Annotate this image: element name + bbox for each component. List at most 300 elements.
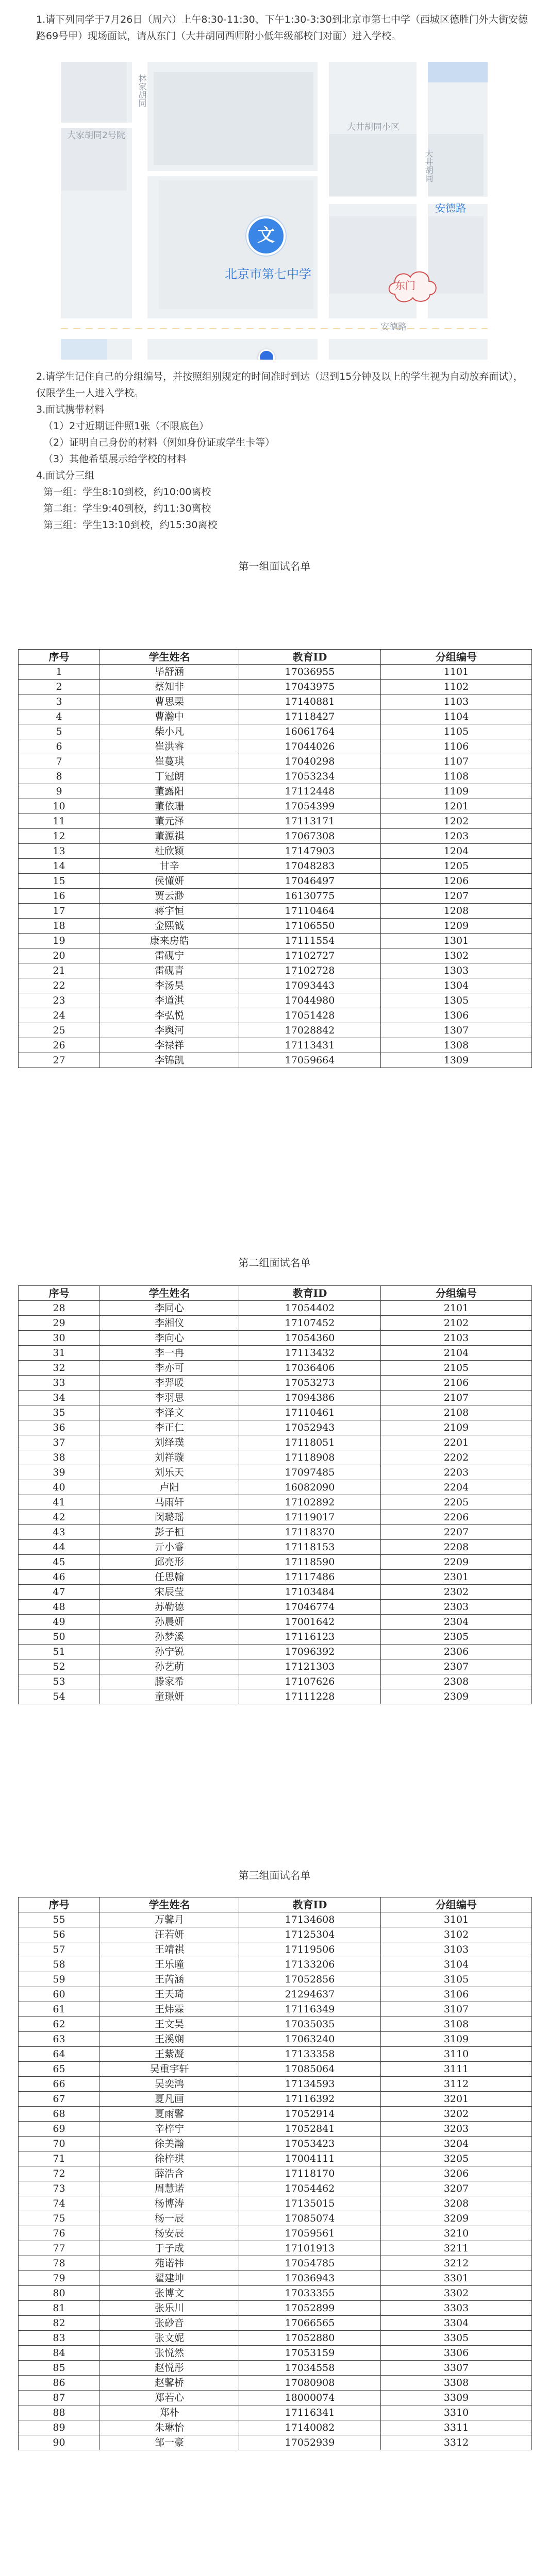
table-row (19, 1465, 532, 1480)
cell-index: 27 (19, 1053, 100, 1068)
table-row (19, 2062, 532, 2077)
cell-index: 37 (19, 1435, 100, 1450)
cell-index: 64 (19, 2047, 100, 2062)
cell-index: 68 (19, 2107, 100, 2122)
cell-student-name: 夏凡画 (100, 2092, 239, 2107)
cell-group-code: 3305 (381, 2331, 532, 2346)
cell-group-code: 1207 (381, 889, 532, 904)
table-row (19, 2196, 532, 2211)
cell-edu-id: 17097485 (239, 1465, 381, 1480)
table-row (19, 2017, 532, 2032)
cell-student-name: 汪若妍 (100, 1927, 239, 1942)
cell-index: 86 (19, 2376, 100, 2391)
cell-edu-id: 17059561 (239, 2226, 381, 2241)
table-row (19, 1331, 532, 1346)
table-row (19, 1585, 532, 1600)
cell-student-name: 孙梦溪 (100, 1630, 239, 1645)
cell-index: 75 (19, 2211, 100, 2226)
cell-index: 17 (19, 904, 100, 919)
cell-edu-id: 17113171 (239, 814, 381, 829)
cell-index: 13 (19, 844, 100, 859)
cell-edu-id: 17111554 (239, 934, 381, 948)
table-row (19, 2420, 532, 2435)
cell-edu-id: 17028842 (239, 1023, 381, 1038)
cell-index: 70 (19, 2137, 100, 2151)
cell-student-name: 曹瀚中 (100, 709, 239, 724)
cell-student-name: 李一冉 (100, 1346, 239, 1361)
cell-group-code: 1302 (381, 948, 532, 963)
table-row (19, 1361, 532, 1376)
table-row (19, 2151, 532, 2166)
cell-group-code: 2103 (381, 1331, 532, 1346)
cell-group-code: 3102 (381, 1927, 532, 1942)
table-row (19, 1495, 532, 1510)
table-row (19, 1927, 532, 1942)
cell-group-code: 3309 (381, 2391, 532, 2405)
cell-student-name: 董露阳 (100, 784, 239, 799)
cell-student-name: 张乐川 (100, 2301, 239, 2316)
table-row (19, 2435, 532, 2450)
cell-group-code: 1208 (381, 904, 532, 919)
table-row (19, 665, 532, 680)
cell-edu-id: 17052914 (239, 2107, 381, 2122)
cell-group-code: 1305 (381, 993, 532, 1008)
cell-index: 56 (19, 1927, 100, 1942)
cell-group-code: 1103 (381, 694, 532, 709)
cell-group-code: 3109 (381, 2032, 532, 2047)
group-time-2: 第二组：学生9:40到校，约11:30离校 (43, 503, 211, 514)
table-row (19, 2241, 532, 2256)
cell-index: 25 (19, 1023, 100, 1038)
group-time-3: 第三组：学生13:10到校，约15:30离校 (43, 519, 218, 531)
header-name: 学生姓名 (100, 650, 239, 665)
cell-group-code: 3202 (381, 2107, 532, 2122)
cell-edu-id: 17118170 (239, 2166, 381, 2181)
cell-student-name: 宋辰莹 (100, 1585, 239, 1600)
cell-edu-id: 17140881 (239, 694, 381, 709)
cell-group-code: 2101 (381, 1301, 532, 1316)
table-row (19, 1972, 532, 1987)
cell-edu-id: 17085074 (239, 2211, 381, 2226)
cell-group-code: 3212 (381, 2256, 532, 2271)
cell-group-code: 2104 (381, 1346, 532, 1361)
cell-group-code: 3301 (381, 2271, 532, 2286)
cell-group-code: 2102 (381, 1316, 532, 1331)
cell-group-code: 3105 (381, 1972, 532, 1987)
cell-group-code: 2202 (381, 1450, 532, 1465)
cell-index: 76 (19, 2226, 100, 2241)
cell-student-name: 李正仁 (100, 1420, 239, 1435)
cell-index: 23 (19, 993, 100, 1008)
cell-edu-id: 17119017 (239, 1510, 381, 1525)
cell-index: 24 (19, 1008, 100, 1023)
cell-student-name: 康来房皓 (100, 934, 239, 948)
table-row (19, 724, 532, 739)
cell-index: 80 (19, 2286, 100, 2301)
table-row (19, 1008, 532, 1023)
cell-student-name: 王芮涵 (100, 1972, 239, 1987)
table-row (19, 1405, 532, 1420)
cell-edu-id: 17035035 (239, 2017, 381, 2032)
table-row (19, 2137, 532, 2151)
table-row (19, 1391, 532, 1405)
cell-edu-id: 17118153 (239, 1540, 381, 1555)
cell-group-code: 3106 (381, 1987, 532, 2002)
materials-item-2: （2）证明自己身份的材料（例如身份证或学生卡等） (43, 437, 275, 448)
cell-group-code: 3209 (381, 2211, 532, 2226)
cell-group-code: 2309 (381, 1689, 532, 1704)
cell-edu-id: 17102892 (239, 1495, 381, 1510)
cell-student-name: 李弘悦 (100, 1008, 239, 1023)
cell-index: 3 (19, 694, 100, 709)
cell-student-name: 朱琳怡 (100, 2420, 239, 2435)
cell-group-code: 2105 (381, 1361, 532, 1376)
cell-student-name: 刘乐天 (100, 1465, 239, 1480)
table-row (19, 1689, 532, 1704)
table-row (19, 709, 532, 724)
table-row (19, 739, 532, 754)
cell-edu-id: 17113431 (239, 1038, 381, 1053)
cell-student-name: 童璟妍 (100, 1689, 239, 1704)
cell-edu-id: 17052856 (239, 1972, 381, 1987)
cell-group-code: 1106 (381, 739, 532, 754)
location-map[interactable] (61, 62, 488, 360)
cell-edu-id: 17052841 (239, 2122, 381, 2137)
cell-edu-id: 17080908 (239, 2376, 381, 2391)
cell-student-name: 卢阳 (100, 1480, 239, 1495)
cell-group-code: 1205 (381, 859, 532, 874)
header-index: 序号 (19, 1286, 100, 1301)
cell-index: 62 (19, 2017, 100, 2032)
cell-edu-id: 17063240 (239, 2032, 381, 2047)
cell-edu-id: 17052939 (239, 2435, 381, 2450)
cell-group-code: 1301 (381, 934, 532, 948)
table-row (19, 1987, 532, 2002)
table-row (19, 754, 532, 769)
cell-index: 42 (19, 1510, 100, 1525)
cell-index: 36 (19, 1420, 100, 1435)
cell-group-code: 1102 (381, 680, 532, 694)
table-row (19, 1912, 532, 1927)
cell-index: 50 (19, 1630, 100, 1645)
cell-index: 1 (19, 665, 100, 680)
header-index: 序号 (19, 1897, 100, 1912)
cell-edu-id: 16082090 (239, 1480, 381, 1495)
cell-student-name: 李汤昊 (100, 978, 239, 993)
table-row (19, 978, 532, 993)
table-row (19, 799, 532, 814)
table-row (19, 1450, 532, 1465)
map-label-road: 林家胡同 (137, 74, 147, 107)
cell-edu-id: 17036406 (239, 1361, 381, 1376)
cell-edu-id: 17036955 (239, 665, 381, 680)
cell-group-code: 3303 (381, 2301, 532, 2316)
cell-group-code: 3111 (381, 2062, 532, 2077)
cell-student-name: 夏雨馨 (100, 2107, 239, 2122)
table-row (19, 1038, 532, 1053)
cell-group-code: 1304 (381, 978, 532, 993)
cell-index: 82 (19, 2316, 100, 2331)
table-row (19, 2256, 532, 2271)
cell-group-code: 2201 (381, 1435, 532, 1450)
cell-student-name: 李禄祥 (100, 1038, 239, 1053)
header-edu-id: 教育ID (239, 1286, 381, 1301)
cell-student-name: 徐美瀚 (100, 2137, 239, 2151)
cell-student-name: 亓小睿 (100, 1540, 239, 1555)
table-row (19, 2181, 532, 2196)
cell-edu-id: 17112448 (239, 784, 381, 799)
cell-group-code: 1203 (381, 829, 532, 844)
cell-student-name: 甘辛 (100, 859, 239, 874)
table-row (19, 1957, 532, 1972)
cell-group-code: 2209 (381, 1555, 532, 1570)
cell-student-name: 侯懂妍 (100, 874, 239, 889)
east-gate-label: 东门 (395, 279, 415, 292)
school-pin-icon[interactable]: 文 (246, 216, 286, 256)
cell-index: 49 (19, 1615, 100, 1630)
cell-index: 28 (19, 1301, 100, 1316)
cell-edu-id: 17044026 (239, 739, 381, 754)
cell-edu-id: 17052880 (239, 2331, 381, 2346)
cell-edu-id: 17044980 (239, 993, 381, 1008)
cell-student-name: 王炜霖 (100, 2002, 239, 2017)
cell-group-code: 3107 (381, 2002, 532, 2017)
cell-group-code: 3211 (381, 2241, 532, 2256)
cell-student-name: 李舆河 (100, 1023, 239, 1038)
cell-student-name: 金熙钺 (100, 919, 239, 934)
table-row (19, 2092, 532, 2107)
cell-group-code: 2208 (381, 1540, 532, 1555)
cell-group-code: 3110 (381, 2047, 532, 2062)
table-row (19, 948, 532, 963)
cell-index: 34 (19, 1391, 100, 1405)
cell-edu-id: 17113432 (239, 1346, 381, 1361)
cell-student-name: 杨安辰 (100, 2226, 239, 2241)
cell-index: 51 (19, 1645, 100, 1659)
cell-group-code: 2106 (381, 1376, 532, 1391)
cell-student-name: 万馨月 (100, 1912, 239, 1927)
cell-index: 58 (19, 1957, 100, 1972)
cell-student-name: 李亦可 (100, 1361, 239, 1376)
cell-student-name: 王乐瞳 (100, 1957, 239, 1972)
cell-edu-id: 17054785 (239, 2256, 381, 2271)
cell-edu-id: 17034558 (239, 2361, 381, 2376)
cell-group-code: 2107 (381, 1391, 532, 1405)
cell-index: 7 (19, 754, 100, 769)
cell-group-code: 1209 (381, 919, 532, 934)
cell-edu-id: 17121303 (239, 1659, 381, 1674)
cell-index: 55 (19, 1912, 100, 1927)
group-time-1: 第一组：学生8:10到校，约10:00离校 (43, 486, 211, 498)
map-label-andelu-top: 安德路 (435, 202, 466, 214)
cell-student-name: 王靖祺 (100, 1942, 239, 1957)
cell-student-name: 曹思栗 (100, 694, 239, 709)
cell-student-name: 董元泽 (100, 814, 239, 829)
cell-group-code: 1101 (381, 665, 532, 680)
cell-student-name: 王天琦 (100, 1987, 239, 2002)
table-row (19, 2331, 532, 2346)
cell-group-code: 2305 (381, 1630, 532, 1645)
cell-edu-id: 17118370 (239, 1525, 381, 1540)
cell-group-code: 2206 (381, 1510, 532, 1525)
cell-index: 30 (19, 1331, 100, 1346)
table-3-title: 第三组面试名单 (238, 1869, 311, 1882)
table-row (19, 2032, 532, 2047)
header-edu-id: 教育ID (239, 1897, 381, 1912)
cell-edu-id: 17059664 (239, 1053, 381, 1068)
map-label-dajing: 大井胡同小区 (347, 122, 400, 132)
cell-index: 10 (19, 799, 100, 814)
cell-edu-id: 17134608 (239, 1912, 381, 1927)
cell-edu-id: 17116341 (239, 2405, 381, 2420)
cell-edu-id: 17046497 (239, 874, 381, 889)
cell-edu-id: 17116392 (239, 2092, 381, 2107)
table-row (19, 1600, 532, 1615)
table-row (19, 2286, 532, 2301)
cell-group-code: 3312 (381, 2435, 532, 2450)
cell-index: 35 (19, 1405, 100, 1420)
cell-index: 73 (19, 2181, 100, 2196)
cell-index: 46 (19, 1570, 100, 1585)
cell-edu-id: 17096392 (239, 1645, 381, 1659)
cell-edu-id: 17116123 (239, 1630, 381, 1645)
cell-student-name: 雷砚宁 (100, 948, 239, 963)
cell-edu-id: 17118590 (239, 1555, 381, 1570)
groups-title: 4.面试分三组 (36, 470, 95, 481)
cell-edu-id: 21294637 (239, 1987, 381, 2002)
cell-group-code: 3203 (381, 2122, 532, 2137)
cell-group-code: 2207 (381, 1525, 532, 1540)
cell-index: 48 (19, 1600, 100, 1615)
cell-group-code: 1307 (381, 1023, 532, 1038)
cell-student-name: 杨一辰 (100, 2211, 239, 2226)
table-row (19, 934, 532, 948)
cell-index: 88 (19, 2405, 100, 2420)
roster-table-1 (18, 649, 532, 1068)
cell-group-code: 3307 (381, 2361, 532, 2376)
cell-index: 16 (19, 889, 100, 904)
cell-student-name: 李锦凯 (100, 1053, 239, 1068)
cell-student-name: 郑朴 (100, 2405, 239, 2420)
table-row (19, 844, 532, 859)
cell-index: 65 (19, 2062, 100, 2077)
table-row (19, 1674, 532, 1689)
table-row (19, 1540, 532, 1555)
cell-index: 85 (19, 2361, 100, 2376)
cell-group-code: 3302 (381, 2286, 532, 2301)
cell-group-code: 1204 (381, 844, 532, 859)
cell-group-code: 3207 (381, 2181, 532, 2196)
table-row (19, 1480, 532, 1495)
cell-index: 78 (19, 2256, 100, 2271)
cell-index: 29 (19, 1316, 100, 1331)
cell-student-name: 张砂音 (100, 2316, 239, 2331)
cell-edu-id: 17107626 (239, 1674, 381, 1689)
cell-student-name: 孙艺萌 (100, 1659, 239, 1674)
table-row (19, 814, 532, 829)
cell-group-code: 1202 (381, 814, 532, 829)
cell-student-name: 周慧诺 (100, 2181, 239, 2196)
cell-edu-id: 17125304 (239, 1927, 381, 1942)
cell-index: 44 (19, 1540, 100, 1555)
cell-edu-id: 17043975 (239, 680, 381, 694)
table-row (19, 2211, 532, 2226)
cell-student-name: 柴小凡 (100, 724, 239, 739)
cell-group-code: 3310 (381, 2405, 532, 2420)
materials-title: 3.面试携带材料 (36, 404, 105, 415)
cell-student-name: 丁冠朗 (100, 769, 239, 784)
table-row (19, 963, 532, 978)
cell-index: 18 (19, 919, 100, 934)
table-row (19, 2047, 532, 2062)
table-row (19, 1346, 532, 1361)
table-row (19, 784, 532, 799)
cell-edu-id: 17118427 (239, 709, 381, 724)
table-row (19, 2316, 532, 2331)
table-row (19, 2376, 532, 2391)
cell-edu-id: 17116349 (239, 2002, 381, 2017)
cell-student-name: 孙晨妍 (100, 1615, 239, 1630)
table-row (19, 769, 532, 784)
cell-group-code: 3304 (381, 2316, 532, 2331)
map-label-north: 大井胡同 (424, 149, 434, 182)
school-name-label: 北京市第七中学 (225, 267, 311, 281)
cell-group-code: 1107 (381, 754, 532, 769)
cell-index: 11 (19, 814, 100, 829)
cell-group-code: 2204 (381, 1480, 532, 1495)
header-edu-id: 教育ID (239, 650, 381, 665)
cell-index: 39 (19, 1465, 100, 1480)
cell-student-name: 李羿暖 (100, 1376, 239, 1391)
cell-group-code: 3204 (381, 2137, 532, 2151)
cell-group-code: 3210 (381, 2226, 532, 2241)
cell-group-code: 1201 (381, 799, 532, 814)
cell-edu-id: 17094386 (239, 1391, 381, 1405)
cell-index: 4 (19, 709, 100, 724)
cell-student-name: 赵悦彤 (100, 2361, 239, 2376)
cell-group-code: 3205 (381, 2151, 532, 2166)
cell-group-code: 3104 (381, 1957, 532, 1972)
cell-student-name: 董源祺 (100, 829, 239, 844)
cell-edu-id: 17053423 (239, 2137, 381, 2151)
cell-student-name: 毕舒涵 (100, 665, 239, 680)
table-row (19, 2346, 532, 2361)
cell-edu-id: 18000074 (239, 2391, 381, 2405)
cell-student-name: 辛梓宁 (100, 2122, 239, 2137)
roster-table-2 (18, 1285, 532, 1704)
cell-group-code: 3208 (381, 2196, 532, 2211)
cell-index: 61 (19, 2002, 100, 2017)
table-row (19, 1555, 532, 1570)
cell-group-code: 2203 (381, 1465, 532, 1480)
cell-edu-id: 17051428 (239, 1008, 381, 1023)
cell-group-code: 3112 (381, 2077, 532, 2092)
cell-index: 20 (19, 948, 100, 963)
cell-student-name: 崔洪睿 (100, 739, 239, 754)
cell-index: 15 (19, 874, 100, 889)
cell-edu-id: 17053159 (239, 2346, 381, 2361)
cell-group-code: 2303 (381, 1600, 532, 1615)
cell-group-code: 3201 (381, 2092, 532, 2107)
cell-index: 2 (19, 680, 100, 694)
cell-index: 21 (19, 963, 100, 978)
cell-edu-id: 17004111 (239, 2151, 381, 2166)
cell-edu-id: 17118908 (239, 1450, 381, 1465)
cell-index: 33 (19, 1376, 100, 1391)
cell-index: 9 (19, 784, 100, 799)
table-row (19, 2002, 532, 2017)
table-row (19, 2391, 532, 2405)
